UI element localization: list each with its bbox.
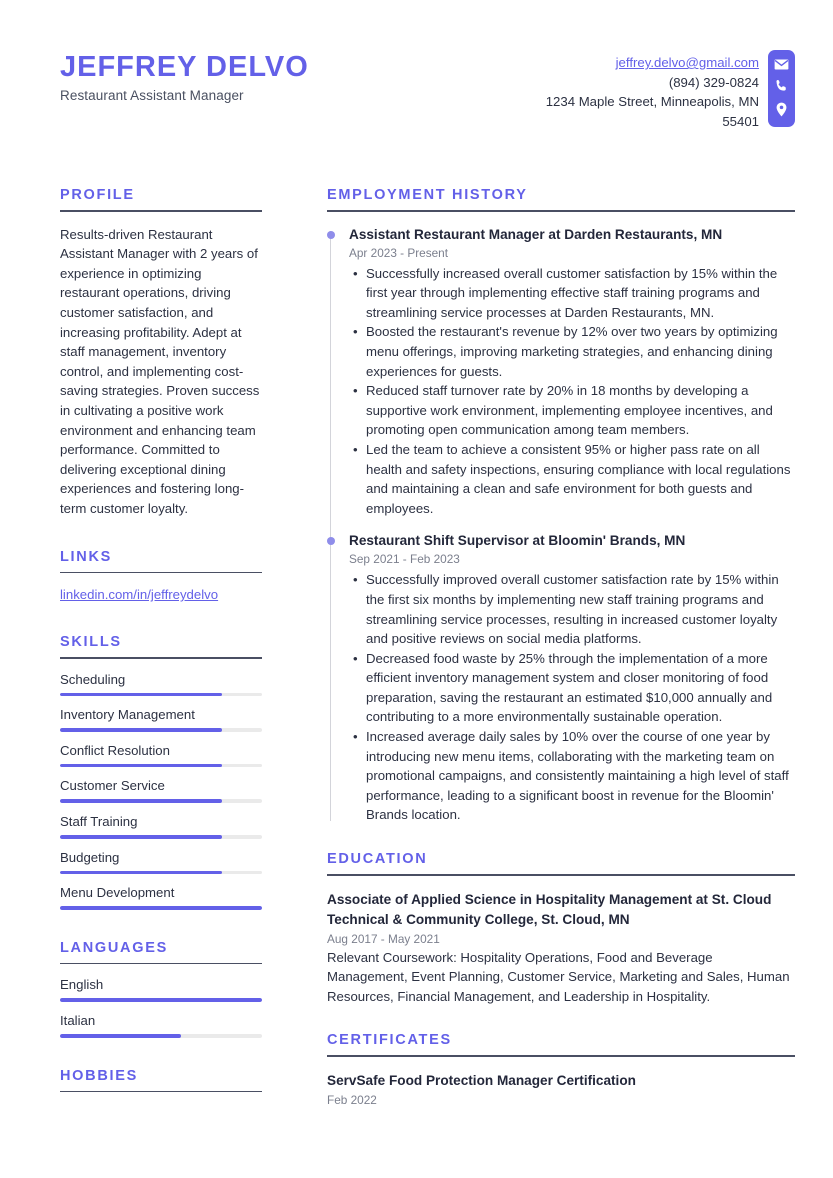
section-title-education: EDUCATION [327, 851, 428, 868]
employment-heading: Assistant Restaurant Manager at Darden Restaurants, MN [349, 226, 723, 242]
contact-phone: (894) 329-0824 [668, 74, 759, 90]
section-title-links: LINKS [60, 548, 112, 565]
link-item[interactable]: linkedin.com/in/jeffreydelvo [60, 587, 219, 603]
resume-body [0, 187, 833, 1133]
main-column [327, 187, 795, 1133]
profile-text: Results-driven Restaurant Assistant Manager with 2 years of experience in optimizing restaurant operations, driving customer satisfaction, and increasing profitability. Adept at staff management, inventory control, and implementing cost-saving strategies. Proven success in cultivating a positive work environment and enhancing team performance. Committed to delivering exceptional dining experiences and fostering long-term customer loyalty. [60, 226, 260, 516]
contact-icon-badge [768, 50, 795, 127]
certificate-date: Feb 2022 [327, 1093, 377, 1107]
section-title-hobbies: HOBBIES [60, 1067, 138, 1084]
section-education [327, 851, 795, 1006]
bullet-item: • Reduced staff turnover rate by 20% in 18 months by developing a supportive work environment, implementing employee incentives, and promoting open communication among team members. [366, 381, 795, 440]
section-title-certificates: CERTIFICATES [327, 1032, 452, 1049]
skill-bar-fill [60, 906, 262, 910]
section-certificates [327, 1032, 795, 1107]
skill-item [60, 814, 262, 839]
language-item [60, 1013, 262, 1038]
sidebar-column [60, 187, 262, 1122]
bullet-item: • Successfully improved overall customer satisfaction rate by 15% within the first six months by implementing new staff training programs and streamlining service processes, resulting in increased customer loyalty and positive reviews on social media platforms. [366, 570, 795, 648]
education-entry [327, 890, 795, 1007]
language-bar-fill [60, 998, 262, 1002]
bullet-item: • Decreased food waste by 25% through the implementation of a more efficient inventory management system and closer monitoring of food preparation, saving the restaurant an estimated $10,000 annually and contributing to a more environmentally sustainable operation. [366, 649, 795, 727]
section-title-skills: SKILLS [60, 634, 122, 651]
contact-block [509, 50, 795, 131]
employment-entry [327, 226, 795, 519]
skill-label: Scheduling [60, 671, 126, 687]
timeline-dot-icon [327, 231, 335, 239]
skill-item [60, 778, 262, 803]
bullet-item: • Boosted the restaurant's revenue by 12% over two years by optimizing menu offerings, improving marketing strategies, and enhancing dining experiences for guests. [366, 322, 795, 381]
skill-label: Conflict Resolution [60, 742, 170, 758]
skill-bar-track [60, 728, 262, 732]
employment-date: Sep 2021 - Feb 2023 [349, 552, 460, 567]
languages-list [60, 977, 262, 1037]
resume-header [0, 0, 833, 131]
section-title-languages: LANGUAGES [60, 939, 168, 956]
divider [60, 657, 262, 659]
header-job-title: Restaurant Assistant Manager [60, 88, 244, 104]
skill-bar-fill [60, 693, 222, 697]
skill-bar-track [60, 906, 262, 910]
divider [60, 210, 262, 212]
section-links [60, 549, 262, 605]
skill-bar-track [60, 835, 262, 839]
language-bar-track [60, 998, 262, 1002]
section-hobbies [60, 1068, 262, 1093]
skill-label: Inventory Management [60, 707, 195, 723]
section-title-employment: EMPLOYMENT HISTORY [327, 187, 528, 203]
skill-label: Budgeting [60, 849, 120, 865]
skill-bar-track [60, 764, 262, 768]
employment-heading: Restaurant Shift Supervisor at Bloomin' Brands, MN [349, 533, 686, 549]
language-label: Italian [60, 1013, 96, 1029]
bullet-item: • Increased average daily sales by 10% over the course of one year by introducing new menu items, collaborating with the marketing team on promotional campaigns, and consistently maintaining a high level of staff performance, leading to a significant boost in revenue for the Bloomin' Brands location. [366, 727, 795, 825]
language-item [60, 977, 262, 1002]
skill-item [60, 850, 262, 875]
employment-bullets [349, 264, 795, 519]
skill-bar-fill [60, 871, 222, 875]
certificate-heading: ServSafe Food Protection Manager Certification [327, 1073, 636, 1088]
bullet-item: • Successfully increased overall customer satisfaction by 15% within the first year through implementing effective staff training programs and streamlining service processes at Darden Restaurants, MN. [366, 264, 795, 323]
envelope-icon [774, 59, 789, 70]
bullet-item: • Led the team to achieve a consistent 95% or higher pass rate on all health and safety inspections, ensuring compliance with local regulations and maintaining a clean and safe environment for both guests and employees. [366, 440, 795, 518]
header-identity [60, 50, 309, 103]
education-description: Relevant Coursework: Hospitality Operations, Food and Beverage Management, Event Planning, Customer Service, Marketing and Sales, Human Resources, Financial Management, and Leadership in Hospitality. [327, 949, 790, 1004]
phone-icon [775, 79, 789, 93]
map-pin-icon [775, 102, 788, 117]
skill-bar-fill [60, 728, 222, 732]
links-list [60, 586, 262, 604]
skill-item [60, 885, 262, 910]
contact-details [509, 50, 759, 131]
employment-date: Apr 2023 - Present [349, 245, 449, 260]
timeline-dot-icon [327, 537, 335, 545]
skill-item [60, 743, 262, 768]
divider [327, 874, 795, 876]
divider [60, 572, 262, 574]
section-skills [60, 634, 262, 910]
divider [60, 963, 262, 965]
skill-label: Menu Development [60, 885, 175, 901]
language-label: English [60, 977, 104, 993]
section-languages [60, 940, 262, 1038]
skill-bar-fill [60, 764, 222, 768]
section-title-profile: PROFILE [60, 187, 135, 203]
skill-bar-track [60, 871, 262, 875]
page-title: JEFFREY DELVO [60, 51, 309, 83]
employment-timeline [327, 226, 795, 825]
language-bar-track [60, 1034, 262, 1038]
contact-address: 1234 Maple Street, Minneapolis, MN 55401 [545, 94, 759, 129]
employment-bullets [349, 570, 795, 825]
divider [327, 210, 795, 212]
skill-bar-track [60, 799, 262, 803]
skills-list [60, 672, 262, 910]
section-employment-history [327, 187, 795, 825]
skill-bar-track [60, 693, 262, 697]
employment-entry [327, 532, 795, 825]
skill-bar-fill [60, 835, 222, 839]
skill-label: Customer Service [60, 778, 165, 794]
language-bar-fill [60, 1034, 181, 1038]
skill-label: Staff Training [60, 814, 138, 830]
contact-email-link[interactable]: jeffrey.delvo@gmail.com [615, 55, 759, 70]
divider [60, 1091, 262, 1093]
section-profile [60, 187, 262, 519]
skill-item [60, 707, 262, 732]
skill-item [60, 672, 262, 697]
education-date: Aug 2017 - May 2021 [327, 931, 440, 946]
education-heading: Associate of Applied Science in Hospitality Management at St. Cloud Technical & Community College, St. Cloud, MN [327, 891, 772, 927]
skill-bar-fill [60, 799, 222, 803]
certificate-entry [327, 1071, 795, 1107]
divider [327, 1055, 795, 1057]
